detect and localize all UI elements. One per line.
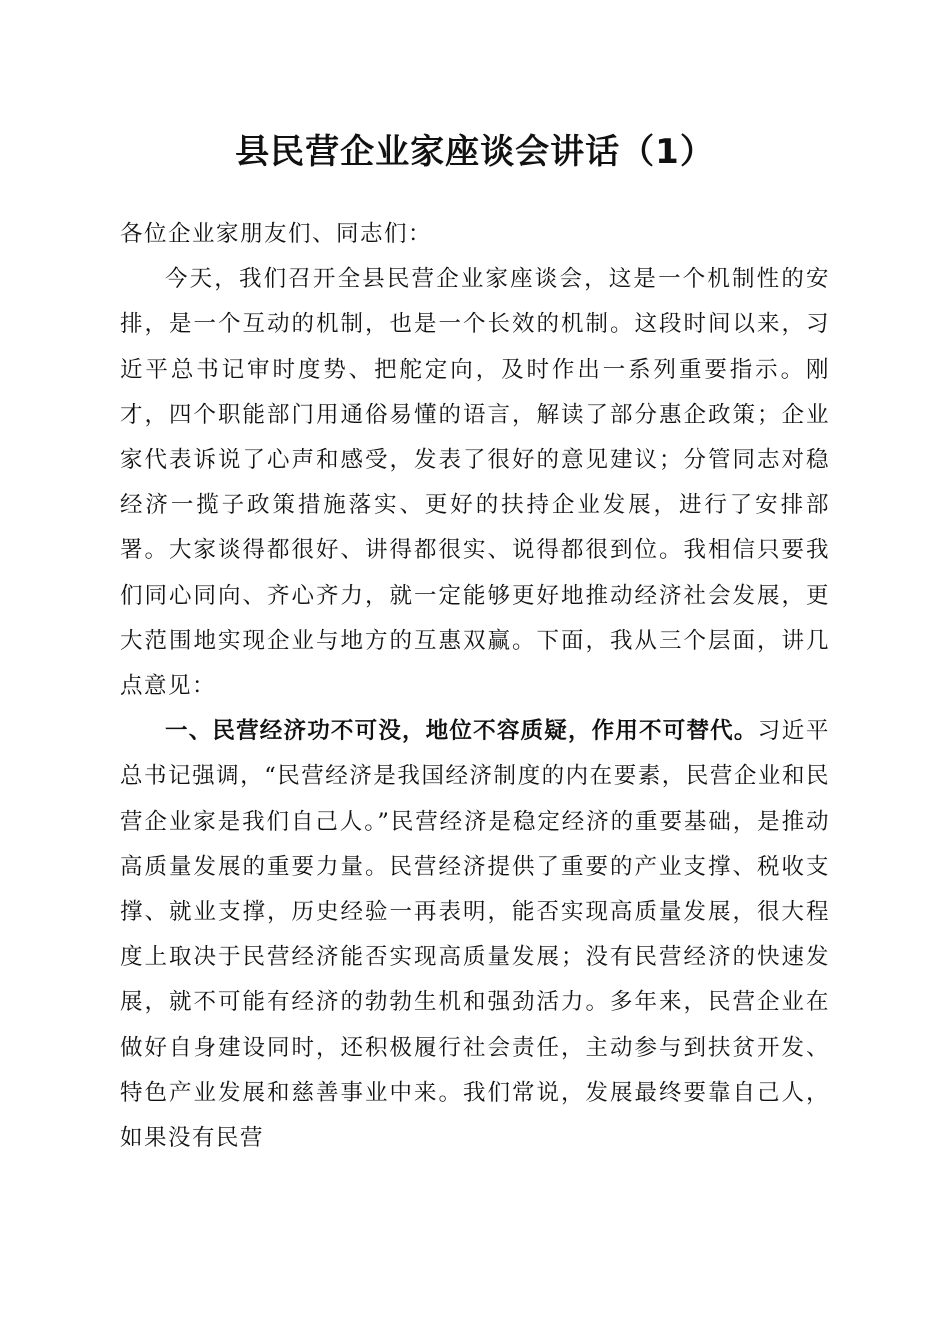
intro-paragraph: 今天，我们召开全县民营企业家座谈会，这是一个机制性的安排，是一个互动的机制，也是一个长效的机制。这段时间以来，习近平总书记审时度势、把舵定向，及时作出一系列重要指示。刚才，四个职能部门用通俗易懂的语言，解读了部分惠企政策；企业家代表诉说了心声和感受，发表了很好的意见建议；分管同志对稳经济一揽子政策措施落实、更好的扶持企业发展，进行了安排部署。大家谈得都很好、讲得都很实、说得都很到位。我相信只要我们同心同向、齐心齐力，就一定能够更好地推动经济社会发展，更大范围地实现企业与地方的互惠双赢。下面，我从三个层面，讲几点意见： bbox=[120, 266, 830, 700]
section-1-heading: 一、民营经济功不可没，地位不容质疑，作用不可替代。 bbox=[165, 718, 758, 745]
document-page bbox=[120, 128, 830, 1161]
document-title: 县民营企业家座谈会讲话（1） bbox=[235, 132, 715, 172]
section-1-paragraph bbox=[120, 709, 830, 1161]
salutation: 各位企业家朋友们、同志们： bbox=[120, 221, 433, 247]
section-1-body: 习近平总书记强调，“民营经济是我国经济制度的内在要素，民营企业和民营企业家是我们自己人。”民营经济是稳定经济的重要基础，是推动高质量发展的重要力量。民营经济提供了重要的产业支撑、税收支撑、就业支撑，历史经验一再表明，能否实现高质量发展，很大程度上取决于民营经济能否实现高质量发展；没有民营经济的快速发展，就不可能有经济的勃勃生机和强劲活力。多年来，民营企业在做好自身建设同时，还积极履行社会责任，主动参与到扶贫开发、特色产业发展和慈善事业中来。我们常说，发展最终要靠自己人，如果没有民营 bbox=[120, 718, 830, 1152]
